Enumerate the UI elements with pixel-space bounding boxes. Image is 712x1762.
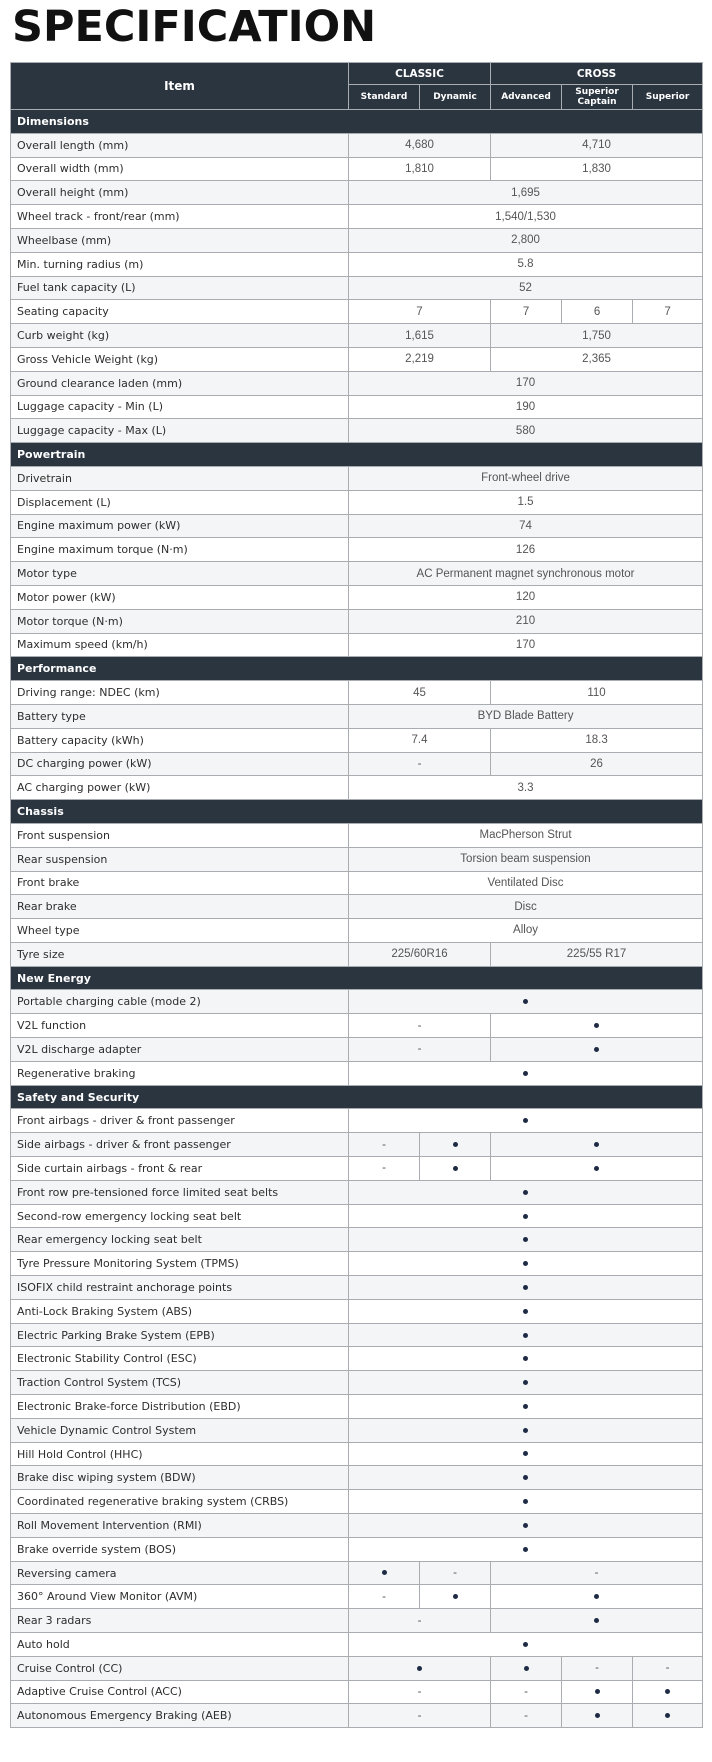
- row-label: Motor type: [11, 562, 349, 586]
- row-label: Coordinated regenerative braking system (CRBS): [11, 1490, 349, 1514]
- trim-header-advanced: Advanced: [491, 85, 562, 110]
- row-label: Regenerative braking: [11, 1061, 349, 1085]
- row-label: Second-row emergency locking seat belt: [11, 1204, 349, 1228]
- bullet-dot-icon: [523, 1499, 528, 1504]
- value-cell: [349, 1347, 703, 1371]
- bullet-dot-icon: [523, 1333, 528, 1338]
- row-label: Tyre size: [11, 942, 349, 966]
- value-cell: [349, 1061, 703, 1085]
- value-cell: MacPherson Strut: [349, 823, 703, 847]
- table-row: [11, 728, 703, 752]
- table-row: [11, 1442, 703, 1466]
- value-cell: [562, 1704, 633, 1728]
- value-cell: 4,710: [491, 133, 703, 157]
- table-row: [11, 1656, 703, 1680]
- value-cell: 120: [349, 585, 703, 609]
- bullet-dot-icon: [453, 1594, 458, 1599]
- table-row: [11, 1157, 703, 1181]
- table-row: [11, 1299, 703, 1323]
- section-header: [11, 443, 703, 467]
- table-row: [11, 1585, 703, 1609]
- value-cell: -: [349, 1133, 420, 1157]
- row-label: Wheel type: [11, 919, 349, 943]
- value-cell: 225/60R16: [349, 942, 491, 966]
- value-cell: 1,750: [491, 324, 703, 348]
- value-cell: [349, 1180, 703, 1204]
- row-label: Maximum speed (km/h): [11, 633, 349, 657]
- value-cell: -: [491, 1561, 703, 1585]
- table-row: [11, 1680, 703, 1704]
- table-row: [11, 1014, 703, 1038]
- row-label: Portable charging cable (mode 2): [11, 990, 349, 1014]
- row-label: Rear brake: [11, 895, 349, 919]
- bullet-dot-icon: [665, 1713, 670, 1718]
- row-label: Reversing camera: [11, 1561, 349, 1585]
- table-row: [11, 347, 703, 371]
- table-row: [11, 466, 703, 490]
- value-cell: -: [349, 1704, 491, 1728]
- table-row: [11, 205, 703, 229]
- row-label: Curb weight (kg): [11, 324, 349, 348]
- table-row: [11, 1204, 703, 1228]
- section-title: Powertrain: [11, 443, 703, 467]
- row-label: Brake override system (BOS): [11, 1537, 349, 1561]
- table-row: [11, 1371, 703, 1395]
- bullet-dot-icon: [523, 1356, 528, 1361]
- group-header-cross: CROSS: [491, 63, 703, 85]
- value-cell: [349, 1204, 703, 1228]
- bullet-dot-icon: [594, 1166, 599, 1171]
- row-label: Front suspension: [11, 823, 349, 847]
- value-cell: [349, 1514, 703, 1538]
- row-label: Roll Movement Intervention (RMI): [11, 1514, 349, 1538]
- value-cell: 580: [349, 419, 703, 443]
- value-cell: [349, 1490, 703, 1514]
- table-row: [11, 847, 703, 871]
- table-row: [11, 1561, 703, 1585]
- table-row: [11, 919, 703, 943]
- table-row: [11, 776, 703, 800]
- table-row: [11, 1180, 703, 1204]
- table-row: [11, 371, 703, 395]
- value-cell: Front-wheel drive: [349, 466, 703, 490]
- table-row: [11, 1038, 703, 1062]
- value-cell: -: [349, 752, 491, 776]
- trim-header-standard: Standard: [349, 85, 420, 110]
- row-label: Overall length (mm): [11, 133, 349, 157]
- value-cell: [349, 1299, 703, 1323]
- table-body: [11, 110, 703, 1728]
- row-label: AC charging power (kW): [11, 776, 349, 800]
- row-label: Min. turning radius (m): [11, 252, 349, 276]
- bullet-dot-icon: [595, 1689, 600, 1694]
- row-label: Luggage capacity - Max (L): [11, 419, 349, 443]
- bullet-dot-icon: [665, 1689, 670, 1694]
- bullet-dot-icon: [594, 1023, 599, 1028]
- page-title: SPECIFICATION: [12, 2, 377, 52]
- value-cell: 18.3: [491, 728, 703, 752]
- value-cell: -: [349, 1585, 420, 1609]
- bullet-dot-icon: [453, 1142, 458, 1147]
- value-cell: [420, 1585, 491, 1609]
- bullet-dot-icon: [382, 1570, 387, 1575]
- bullet-dot-icon: [523, 1309, 528, 1314]
- table-row: [11, 1704, 703, 1728]
- table-row: [11, 1466, 703, 1490]
- table-row: [11, 1109, 703, 1133]
- row-label: Front airbags - driver & front passenger: [11, 1109, 349, 1133]
- row-label: Adaptive Cruise Control (ACC): [11, 1680, 349, 1704]
- row-label: Overall width (mm): [11, 157, 349, 181]
- row-label: Hill Hold Control (HHC): [11, 1442, 349, 1466]
- row-label: Side curtain airbags - front & rear: [11, 1157, 349, 1181]
- row-label: Motor torque (N·m): [11, 609, 349, 633]
- value-cell: 126: [349, 538, 703, 562]
- table-row: [11, 1276, 703, 1300]
- row-label: Front row pre-tensioned force limited seat belts: [11, 1180, 349, 1204]
- table-row: [11, 1228, 703, 1252]
- table-row: [11, 1514, 703, 1538]
- item-column-header: Item: [11, 63, 349, 110]
- row-label: Wheelbase (mm): [11, 228, 349, 252]
- section-header: [11, 110, 703, 134]
- section-title: Performance: [11, 657, 703, 681]
- value-cell: 1,830: [491, 157, 703, 181]
- bullet-dot-icon: [594, 1142, 599, 1147]
- value-cell: [349, 1466, 703, 1490]
- value-cell: 2,365: [491, 347, 703, 371]
- row-label: Auto hold: [11, 1633, 349, 1657]
- trim-header-superior: Superior: [633, 85, 703, 110]
- value-cell: 52: [349, 276, 703, 300]
- table-row: [11, 490, 703, 514]
- value-cell: -: [349, 1157, 420, 1181]
- value-cell: -: [633, 1656, 703, 1680]
- value-cell: 6: [562, 300, 633, 324]
- value-cell: [349, 1276, 703, 1300]
- table-row: [11, 1633, 703, 1657]
- value-cell: [349, 1323, 703, 1347]
- table-row: [11, 704, 703, 728]
- row-label: V2L function: [11, 1014, 349, 1038]
- bullet-dot-icon: [417, 1666, 422, 1671]
- table-row: [11, 300, 703, 324]
- table-row: [11, 871, 703, 895]
- value-cell: 225/55 R17: [491, 942, 703, 966]
- bullet-dot-icon: [523, 1451, 528, 1456]
- row-label: Side airbags - driver & front passenger: [11, 1133, 349, 1157]
- row-label: Seating capacity: [11, 300, 349, 324]
- bullet-dot-icon: [523, 1118, 528, 1123]
- row-label: Traction Control System (TCS): [11, 1371, 349, 1395]
- bullet-dot-icon: [594, 1594, 599, 1599]
- value-cell: [349, 1442, 703, 1466]
- table-row: [11, 1323, 703, 1347]
- bullet-dot-icon: [523, 999, 528, 1004]
- table-row: [11, 1537, 703, 1561]
- group-header-classic: CLASSIC: [349, 63, 491, 85]
- value-cell: BYD Blade Battery: [349, 704, 703, 728]
- value-cell: [491, 1133, 703, 1157]
- table-row: [11, 562, 703, 586]
- bullet-dot-icon: [523, 1428, 528, 1433]
- value-cell: [349, 1561, 420, 1585]
- bullet-dot-icon: [523, 1642, 528, 1647]
- value-cell: 170: [349, 371, 703, 395]
- section-header: [11, 966, 703, 990]
- bullet-dot-icon: [523, 1475, 528, 1480]
- value-cell: 110: [491, 681, 703, 705]
- value-cell: [491, 1157, 703, 1181]
- table-row: [11, 585, 703, 609]
- section-title: Dimensions: [11, 110, 703, 134]
- row-label: Driving range: NDEC (km): [11, 681, 349, 705]
- bullet-dot-icon: [595, 1713, 600, 1718]
- row-label: DC charging power (kW): [11, 752, 349, 776]
- row-label: Electric Parking Brake System (EPB): [11, 1323, 349, 1347]
- row-label: Motor power (kW): [11, 585, 349, 609]
- row-label: Cruise Control (CC): [11, 1656, 349, 1680]
- row-label: 360° Around View Monitor (AVM): [11, 1585, 349, 1609]
- table-row: [11, 395, 703, 419]
- value-cell: [349, 1228, 703, 1252]
- table-row: [11, 990, 703, 1014]
- value-cell: [349, 1656, 491, 1680]
- section-title: Chassis: [11, 800, 703, 824]
- row-label: Battery type: [11, 704, 349, 728]
- bullet-dot-icon: [523, 1071, 528, 1076]
- row-label: Rear suspension: [11, 847, 349, 871]
- bullet-dot-icon: [523, 1547, 528, 1552]
- bullet-dot-icon: [523, 1404, 528, 1409]
- bullet-dot-icon: [523, 1214, 528, 1219]
- row-label: Ground clearance laden (mm): [11, 371, 349, 395]
- table-row: [11, 1395, 703, 1419]
- value-cell: -: [349, 1014, 491, 1038]
- value-cell: 1.5: [349, 490, 703, 514]
- value-cell: [491, 1609, 703, 1633]
- value-cell: 2,800: [349, 228, 703, 252]
- table-row: [11, 1490, 703, 1514]
- row-label: Anti-Lock Braking System (ABS): [11, 1299, 349, 1323]
- table-row: [11, 324, 703, 348]
- table-row: [11, 1418, 703, 1442]
- table-row: [11, 633, 703, 657]
- value-cell: [491, 1585, 703, 1609]
- row-label: ISOFIX child restraint anchorage points: [11, 1276, 349, 1300]
- row-label: Front brake: [11, 871, 349, 895]
- value-cell: [420, 1157, 491, 1181]
- row-label: Gross Vehicle Weight (kg): [11, 347, 349, 371]
- table-row: [11, 419, 703, 443]
- row-label: Luggage capacity - Min (L): [11, 395, 349, 419]
- row-label: Engine maximum power (kW): [11, 514, 349, 538]
- value-cell: [349, 1371, 703, 1395]
- bullet-dot-icon: [523, 1237, 528, 1242]
- value-cell: 190: [349, 395, 703, 419]
- value-cell: -: [491, 1680, 562, 1704]
- table-row: [11, 228, 703, 252]
- trim-header-superior-captain: Superior Captain: [562, 85, 633, 110]
- table-row: [11, 1252, 703, 1276]
- row-label: Fuel tank capacity (L): [11, 276, 349, 300]
- table-row: [11, 752, 703, 776]
- value-cell: 5.8: [349, 252, 703, 276]
- value-cell: [491, 1038, 703, 1062]
- table-row: [11, 942, 703, 966]
- value-cell: 26: [491, 752, 703, 776]
- table-row: [11, 823, 703, 847]
- row-label: Electronic Stability Control (ESC): [11, 1347, 349, 1371]
- value-cell: [633, 1704, 703, 1728]
- value-cell: 1,810: [349, 157, 491, 181]
- value-cell: [633, 1680, 703, 1704]
- section-header: [11, 657, 703, 681]
- bullet-dot-icon: [524, 1666, 529, 1671]
- value-cell: -: [562, 1656, 633, 1680]
- value-cell: [491, 1656, 562, 1680]
- row-label: Displacement (L): [11, 490, 349, 514]
- table-header: [11, 63, 703, 110]
- value-cell: Ventilated Disc: [349, 871, 703, 895]
- row-label: Brake disc wiping system (BDW): [11, 1466, 349, 1490]
- value-cell: 3.3: [349, 776, 703, 800]
- value-cell: 7.4: [349, 728, 491, 752]
- spec-table: [10, 62, 703, 1728]
- trim-header-dynamic: Dynamic: [420, 85, 491, 110]
- table-row: [11, 157, 703, 181]
- table-row: [11, 133, 703, 157]
- table-row: [11, 276, 703, 300]
- value-cell: 1,540/1,530: [349, 205, 703, 229]
- value-cell: [349, 990, 703, 1014]
- table-row: [11, 1347, 703, 1371]
- row-label: Tyre Pressure Monitoring System (TPMS): [11, 1252, 349, 1276]
- row-label: V2L discharge adapter: [11, 1038, 349, 1062]
- row-label: Rear 3 radars: [11, 1609, 349, 1633]
- value-cell: -: [491, 1704, 562, 1728]
- value-cell: -: [349, 1609, 491, 1633]
- table-row: [11, 514, 703, 538]
- value-cell: -: [349, 1038, 491, 1062]
- value-cell: 1,615: [349, 324, 491, 348]
- section-title: New Energy: [11, 966, 703, 990]
- row-label: Battery capacity (kWh): [11, 728, 349, 752]
- value-cell: 4,680: [349, 133, 491, 157]
- bullet-dot-icon: [523, 1523, 528, 1528]
- value-cell: Torsion beam suspension: [349, 847, 703, 871]
- value-cell: 74: [349, 514, 703, 538]
- bullet-dot-icon: [594, 1618, 599, 1623]
- value-cell: 7: [491, 300, 562, 324]
- table-row: [11, 1133, 703, 1157]
- row-label: Engine maximum torque (N·m): [11, 538, 349, 562]
- row-label: Autonomous Emergency Braking (AEB): [11, 1704, 349, 1728]
- value-cell: Alloy: [349, 919, 703, 943]
- section-header: [11, 800, 703, 824]
- row-label: Overall height (mm): [11, 181, 349, 205]
- row-label: Rear emergency locking seat belt: [11, 1228, 349, 1252]
- table-row: [11, 538, 703, 562]
- value-cell: 45: [349, 681, 491, 705]
- table-row: [11, 895, 703, 919]
- value-cell: [349, 1395, 703, 1419]
- value-cell: [349, 1537, 703, 1561]
- value-cell: -: [420, 1561, 491, 1585]
- value-cell: 1,695: [349, 181, 703, 205]
- value-cell: [349, 1109, 703, 1133]
- value-cell: 170: [349, 633, 703, 657]
- bullet-dot-icon: [523, 1380, 528, 1385]
- value-cell: Disc: [349, 895, 703, 919]
- section-header: [11, 1085, 703, 1109]
- value-cell: 7: [633, 300, 703, 324]
- value-cell: [491, 1014, 703, 1038]
- value-cell: AC Permanent magnet synchronous motor: [349, 562, 703, 586]
- value-cell: 2,219: [349, 347, 491, 371]
- value-cell: 210: [349, 609, 703, 633]
- value-cell: [562, 1680, 633, 1704]
- table-row: [11, 181, 703, 205]
- value-cell: [349, 1418, 703, 1442]
- table-row: [11, 1609, 703, 1633]
- table-row: [11, 1061, 703, 1085]
- section-title: Safety and Security: [11, 1085, 703, 1109]
- bullet-dot-icon: [523, 1190, 528, 1195]
- row-label: Vehicle Dynamic Control System: [11, 1418, 349, 1442]
- table-row: [11, 609, 703, 633]
- row-label: Electronic Brake-force Distribution (EBD): [11, 1395, 349, 1419]
- value-cell: [420, 1133, 491, 1157]
- bullet-dot-icon: [453, 1166, 458, 1171]
- row-label: Wheel track - front/rear (mm): [11, 205, 349, 229]
- table-row: [11, 252, 703, 276]
- value-cell: [349, 1252, 703, 1276]
- value-cell: -: [349, 1680, 491, 1704]
- bullet-dot-icon: [594, 1047, 599, 1052]
- value-cell: [349, 1633, 703, 1657]
- bullet-dot-icon: [523, 1285, 528, 1290]
- row-label: Drivetrain: [11, 466, 349, 490]
- bullet-dot-icon: [523, 1261, 528, 1266]
- value-cell: 7: [349, 300, 491, 324]
- table-row: [11, 681, 703, 705]
